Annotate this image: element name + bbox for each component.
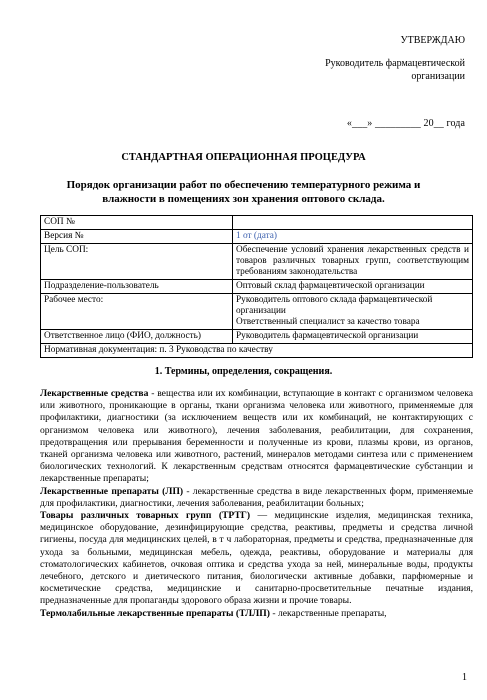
table-row — [41, 280, 473, 294]
workplace-value — [233, 294, 473, 330]
table-row — [41, 344, 473, 358]
approval-date: «___» _________ 20__ года — [346, 118, 465, 129]
table-row — [41, 230, 473, 244]
workplace-label: Рабочее место: — [41, 294, 233, 330]
term: Товары различных товарных групп (ТРТГ) — [40, 510, 251, 522]
definition-paragraph — [40, 486, 473, 510]
definition-text: - лекарственные средства в виде лекарственных форм, применяемые для профилактики, диагностики, лечения заболевания, реабилитации больных; — [40, 485, 473, 509]
normative-docs: Нормативная документация: п. 3 Руководства по качеству — [41, 344, 473, 358]
term: Лекарственные препараты (ЛП) — [40, 485, 184, 497]
department-label: Подразделение-пользователь — [41, 280, 233, 294]
approval-position-line2: организации — [411, 71, 465, 82]
sop-number-label: СОП № — [41, 216, 233, 230]
definition-paragraph — [40, 388, 473, 486]
section-body — [40, 388, 473, 620]
section-heading: 1. Термины, определения, сокращения. — [154, 366, 333, 377]
table-row — [41, 244, 473, 280]
definition-text: — медицинские изделия, медицинская техника, медицинское оборудование, дезинфицирующие средства, реактивы, предметы и средства личной гигиены, посуда для медицинских целей, в т ч лабораторная, предметы и средства, предназначенные для ухода за больными, медицинская мебель, одежда, реактивы, оборудование и материалы для стоматологических кабинетов, очковая оптика и средства ухода за ней, минеральные воды, продукты лечебного, детского и диетического питания, биологически активные добавки, парфюмерные и косметические средства, медицинские и санитарно-просветительные печатные издания, предназначенные для пропаганды здорового образа жизни и прочие товары. — [40, 510, 473, 607]
definition-text: - лекарственные препараты, — [269, 607, 387, 619]
department-value: Оптовый склад фармацевтической организации — [233, 280, 473, 294]
definition-paragraph — [40, 608, 473, 620]
term: Термолабильные лекарственные препараты (ТЛЛП) — [40, 607, 270, 619]
approval-title: УТВЕРЖДАЮ — [400, 35, 465, 46]
responsible-value: Руководитель фармацевтической организации — [233, 330, 473, 344]
definition-text: - вещества или их комбинации, вступающие в контакт с организмом человека или животного, проникающие в органы, ткани организма человека или животного, применяемые для профилактики, диагностики (за исключением веществ или их комбинаций, не контактирующих с организмом человека или животного), лечения заболевания, реабилитации, для сохранения, предотвращения или прерывания беременности и полученные из крови, плазмы крови, из органов, тканей организма человека или животного, растений, минералов методами синтеза или с применением биологических технологий. К лекарственным средствам относятся фармацевтические субстанции и лекарственные препараты; — [40, 388, 473, 485]
goal-label: Цель СОП: — [41, 244, 233, 280]
document-type-heading: СТАНДАРТНАЯ ОПЕРАЦИОННАЯ ПРОЦЕДУРА — [121, 152, 366, 163]
goal-value: Обеспечение условий хранения лекарственных средств и товаров различных товарных групп, соответствующим требованиям законодательства — [233, 244, 473, 280]
term: Лекарственные средства — [40, 388, 149, 399]
workplace-value-1: Руководитель оптового склада фармацевтической организации — [236, 295, 433, 316]
page-number: 1 — [462, 672, 467, 683]
table-row — [41, 294, 473, 330]
version-value — [233, 230, 473, 244]
document-title: Порядок организации работ по обеспечению температурного режима и влажности в помещениях зон хранения оптового склада. — [66, 179, 421, 205]
responsible-label: Ответственное лицо (ФИО, должность) — [41, 330, 233, 344]
version-date: от (дата) — [242, 231, 278, 241]
sop-info-table — [40, 215, 473, 358]
sop-number-value — [233, 216, 473, 230]
table-row — [41, 216, 473, 230]
workplace-value-2: Ответственный специалист за качество товара — [236, 317, 420, 327]
version-number: 1 — [236, 231, 241, 241]
approval-position-line1: Руководитель фармацевтической — [325, 58, 465, 69]
approval-block — [325, 34, 465, 130]
table-row — [41, 330, 473, 344]
definition-paragraph — [40, 510, 473, 608]
version-label: Версия № — [41, 230, 233, 244]
